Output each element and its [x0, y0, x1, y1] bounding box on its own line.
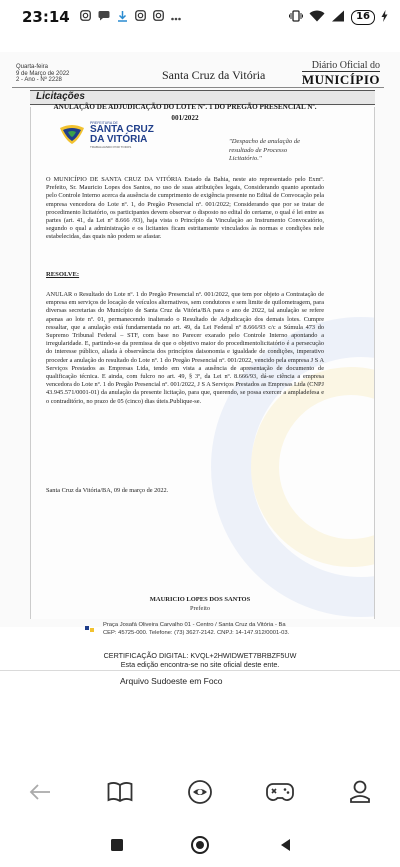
notification-icons: [80, 10, 181, 25]
status-bar: [0, 0, 400, 34]
despacho-quote: "Despacho de anulação de resultado de Processo Licitatório.": [229, 138, 301, 162]
header-city: Santa Cruz da Vitória: [162, 68, 266, 82]
logo-text: [90, 121, 154, 149]
book-icon: [107, 781, 133, 803]
instagram-icon-2: [135, 10, 146, 24]
paragraph-considerations: O MUNICÍPIO DE SANTA CRUZ DA VITÓRIA Estado da Bahia, neste ato representado pelo Exmº. Prefeito, Sr. Mauricio Lopes dos Santos, no uso de suas atribuições legais, Considerando quanto apontado pelo Controle Interno acerca da ausência de cumprimento de exigência presente no Edital de Convocação pela empresa vencedora do Lote nº. 1, do Pregão Presencial nº. 001/2022; Considerando que por se tratar de procedimento licitatório, os participantes devem observar o disposto no edital do certame, o qual é lei entre as partes (art. 41, da Lei nº 8.666 /93), haja vista o Princípio da Vinculação ao Instrumento Convocatório, segundo o qual a administração e os licitantes ficam estritamente vinculados às normas e condições nele estabelecidas, das quais não podem se afastar.: [46, 176, 324, 241]
chat-bubble-icon: [98, 10, 110, 24]
resolve-heading: RESOLVE:: [46, 271, 80, 278]
home-icon: [187, 779, 213, 805]
header-edition: 2 - Ano - Nº 2228: [16, 77, 62, 83]
profile-icon: [349, 780, 371, 804]
brand-line-1: Diário Oficial do: [311, 60, 380, 71]
more-notifications-icon: [171, 10, 181, 24]
instagram-icon: [80, 10, 91, 24]
profile-button[interactable]: [345, 777, 375, 807]
recents-button[interactable]: [107, 835, 127, 855]
gazette-header: [12, 60, 384, 88]
address-decoration-icon: [85, 626, 95, 632]
logo-prefix: PREFEITURA DE: [90, 121, 118, 125]
closing-date: Santa Cruz da Vitória/BA, 09 de março de 2022.: [46, 487, 169, 494]
logo-mark-icon: [57, 124, 87, 146]
address-line-1: Praça Josafá Oliveira Carvalho 01 - Centro / Santa Cruz da Vitória - Ba: [103, 622, 286, 628]
edition-note: Esta edição encontra-se no site oficial deste ente.: [120, 660, 280, 669]
logo-name-1: SANTA CRUZ: [90, 124, 154, 135]
home-nav-button[interactable]: [190, 835, 210, 855]
header-date-full: 9 de Março de 2022: [16, 70, 70, 77]
wifi-icon: [309, 10, 325, 25]
games-button[interactable]: [265, 777, 295, 807]
charging-icon: [381, 10, 388, 25]
certification-text: CERTIFICAÇÃO DIGITAL: KVQL+2HWIDWET7BRBZF5UW: [103, 651, 297, 660]
back-arrow-button[interactable]: [25, 777, 55, 807]
gazette-brand: [302, 60, 380, 88]
book-button[interactable]: [105, 777, 135, 807]
paragraph-annulment: ANULAR o Resultado do Lote nº. 1 do Pregão Presencial nº. 001/2022, que tem por objeto a Contratação de empresa em serviços de locação de veículos alternativos, sem condutores e sem limite de quilometragem, para diversas secretarias do Município de Santa Cruz da Vitória/BA para o ano de 2022, tal anulação se refere apenas ao lote nº. 01, permanecendo inalterado o Resultado de Adjudicação dos demais lotes. Cumpre ressaltar, que a anulação está fundamentada no art. 49, da Lei Federal nº 8.666/93 c/c a Súmula 473 do Supremo Tribunal Federal – STF, com base no Parecer exarado pelo Controle Interno apontando a irregularidade. E, partindo-se da premissa de que o objetivo maior do procedimentolicitatório é a persecução do interesse público, aliada à observância dos princípios daisonomia e igualdade de condições, imperativo proceder a anulação do resultado do Lote nº. 1 do Pregão Presencial nº. 001/2022, vencido pela empresa J S A Serviços Prestados as Empresas Ltda, tendo em vista a ausência de apresentação de documento de qualificação técnica. E ainda, com fulcro no art. 49, § 3º, da Lei nº. 8.666/93, dá-se ciência a empresa vencedora do Lote nº. 1 do Pregão Presencial nº. 001/2022, J S A Serviços Prestados as Empresas Ltda (CNPJ 43.945.571/0001-01) da anulação da presente licitação, para que, querendo, se possa exercer a ampladefesa e o contraditório, no prazo de 05 (cinco) dias úteis.Publique-se.: [46, 291, 324, 405]
recents-icon: [110, 838, 124, 852]
home-button[interactable]: [185, 777, 215, 807]
back-nav-button[interactable]: [275, 835, 295, 855]
home-nav-icon: [190, 835, 210, 855]
signer-role: Prefeito: [190, 605, 210, 612]
instagram-icon-3: [153, 10, 164, 24]
game-controller-icon: [266, 781, 294, 803]
vibrate-icon: [289, 10, 303, 25]
status-right: [289, 10, 388, 25]
download-icon: [117, 10, 128, 25]
signal-icon: [331, 10, 345, 25]
municipality-logo: [57, 121, 154, 149]
header-date: [16, 64, 69, 84]
document-title: ANULAÇÃO DE ADJUDICAÇÃO DO LOTE Nº. 1 DO PREGÃO PRESENCIAL Nº. 001/2022: [53, 103, 317, 122]
reader-toolbar: [0, 763, 400, 821]
header-weekday: Quarta-feira: [16, 64, 49, 70]
brand-line-2: MUNICÍPIO: [301, 72, 380, 87]
system-nav-bar: [0, 821, 400, 867]
back-arrow-icon: [29, 783, 51, 801]
archive-name: Arquivo Sudoeste em Foco: [120, 676, 223, 686]
section-label: Licitações: [36, 91, 85, 102]
logo-tagline: TRABALHANDO POR TODOS: [90, 145, 132, 149]
battery-level: 16: [351, 10, 375, 25]
address-line-2: CEP: 45725-000. Telefone: (73) 3627-2142. CNPJ: 14-147.912/0001-03.: [103, 629, 290, 636]
address-block: [103, 622, 289, 637]
divider: [0, 670, 400, 671]
back-nav-icon: [278, 837, 292, 853]
status-time: 23:14: [22, 8, 70, 26]
signer-name: MAURICIO LOPES DOS SANTOS: [149, 596, 251, 603]
logo-name-2: DA VITÓRIA: [90, 134, 148, 145]
